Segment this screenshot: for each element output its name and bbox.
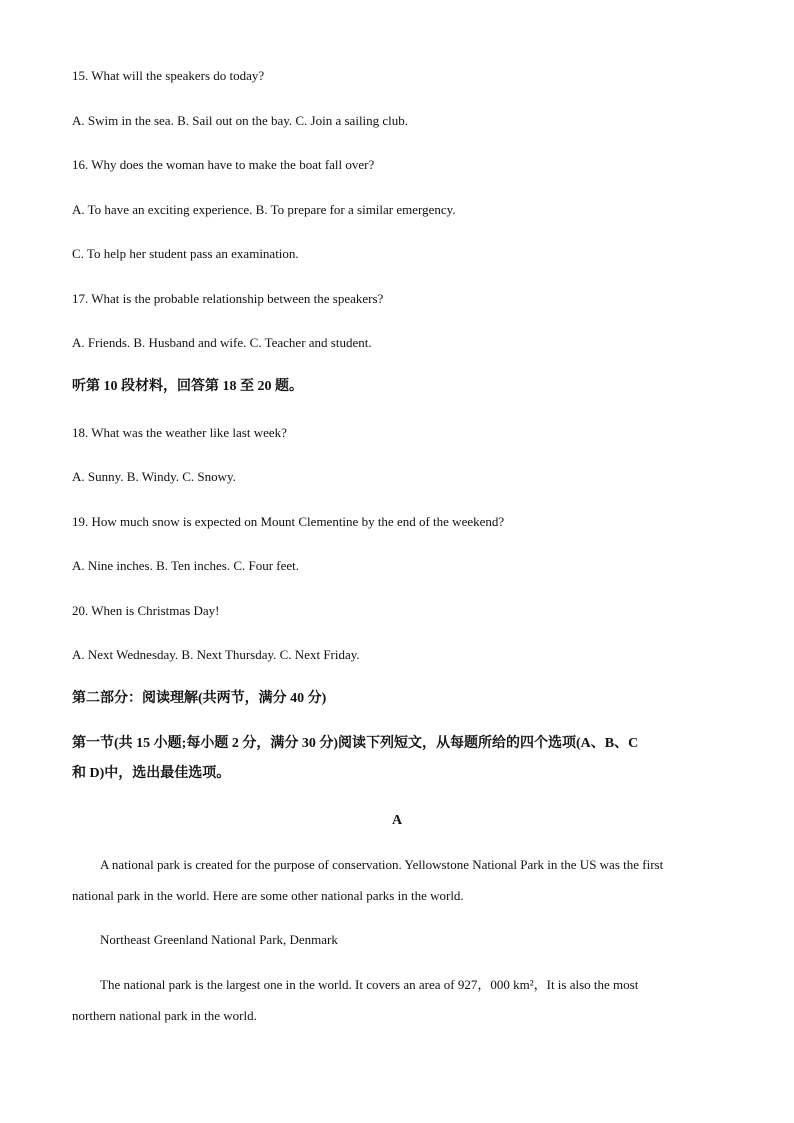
question-20-options: A. Next Wednesday. B. Next Thursday. C. Next Friday. [72, 647, 360, 662]
question-16-options-line2: C. To help her student pass an examination. [72, 246, 299, 261]
question-17: 17. What is the probable relationship between the speakers? [72, 291, 384, 306]
passage-paragraph-2-line1: The national park is the largest one in the world. It covers an area of 927，000 km²，It is also the most [100, 977, 639, 992]
section-one-instructions-line1: 第一节(共 15 小题;每小题 2 分，满分 30 分)阅读下列短文，从每题所给的四个选项(A、B、C [72, 736, 639, 751]
passage-label: A [391, 813, 403, 828]
question-19-options: A. Nine inches. B. Ten inches. C. Four feet. [72, 558, 300, 573]
section-heading-10: 听第 10 段材料，回答第 18 至 20 题。 [72, 379, 303, 394]
section-one-instructions-line2: 和 D)中，选出最佳选项。 [72, 766, 231, 781]
question-15-options: A. Swim in the sea. B. Sail out on the bay. C. Join a sailing club. [72, 113, 409, 128]
passage-subheading: Northeast Greenland National Park, Denmark [100, 932, 338, 947]
passage-paragraph-1-line1: A national park is created for the purpose of conservation. Yellowstone National Park in the US was the first [100, 857, 664, 872]
question-18: 18. What was the weather like last week? [72, 425, 287, 440]
question-16-options-line1: A. To have an exciting experience. B. To prepare for a similar emergency. [72, 202, 456, 217]
question-19: 19. How much snow is expected on Mount Clementine by the end of the weekend? [72, 514, 505, 529]
question-18-options: A. Sunny. B. Windy. C. Snowy. [72, 469, 236, 484]
question-17-options: A. Friends. B. Husband and wife. C. Teacher and student. [72, 335, 372, 350]
part-two-heading: 第二部分：阅读理解(共两节，满分 40 分) [72, 691, 327, 706]
passage-paragraph-2-line2: northern national park in the world. [72, 1008, 257, 1023]
question-20: 20. When is Christmas Day! [72, 603, 220, 618]
question-15: 15. What will the speakers do today? [72, 68, 265, 83]
question-16: 16. Why does the woman have to make the boat fall over? [72, 157, 375, 172]
passage-paragraph-1-line2: national park in the world. Here are some other national parks in the world. [72, 888, 464, 903]
